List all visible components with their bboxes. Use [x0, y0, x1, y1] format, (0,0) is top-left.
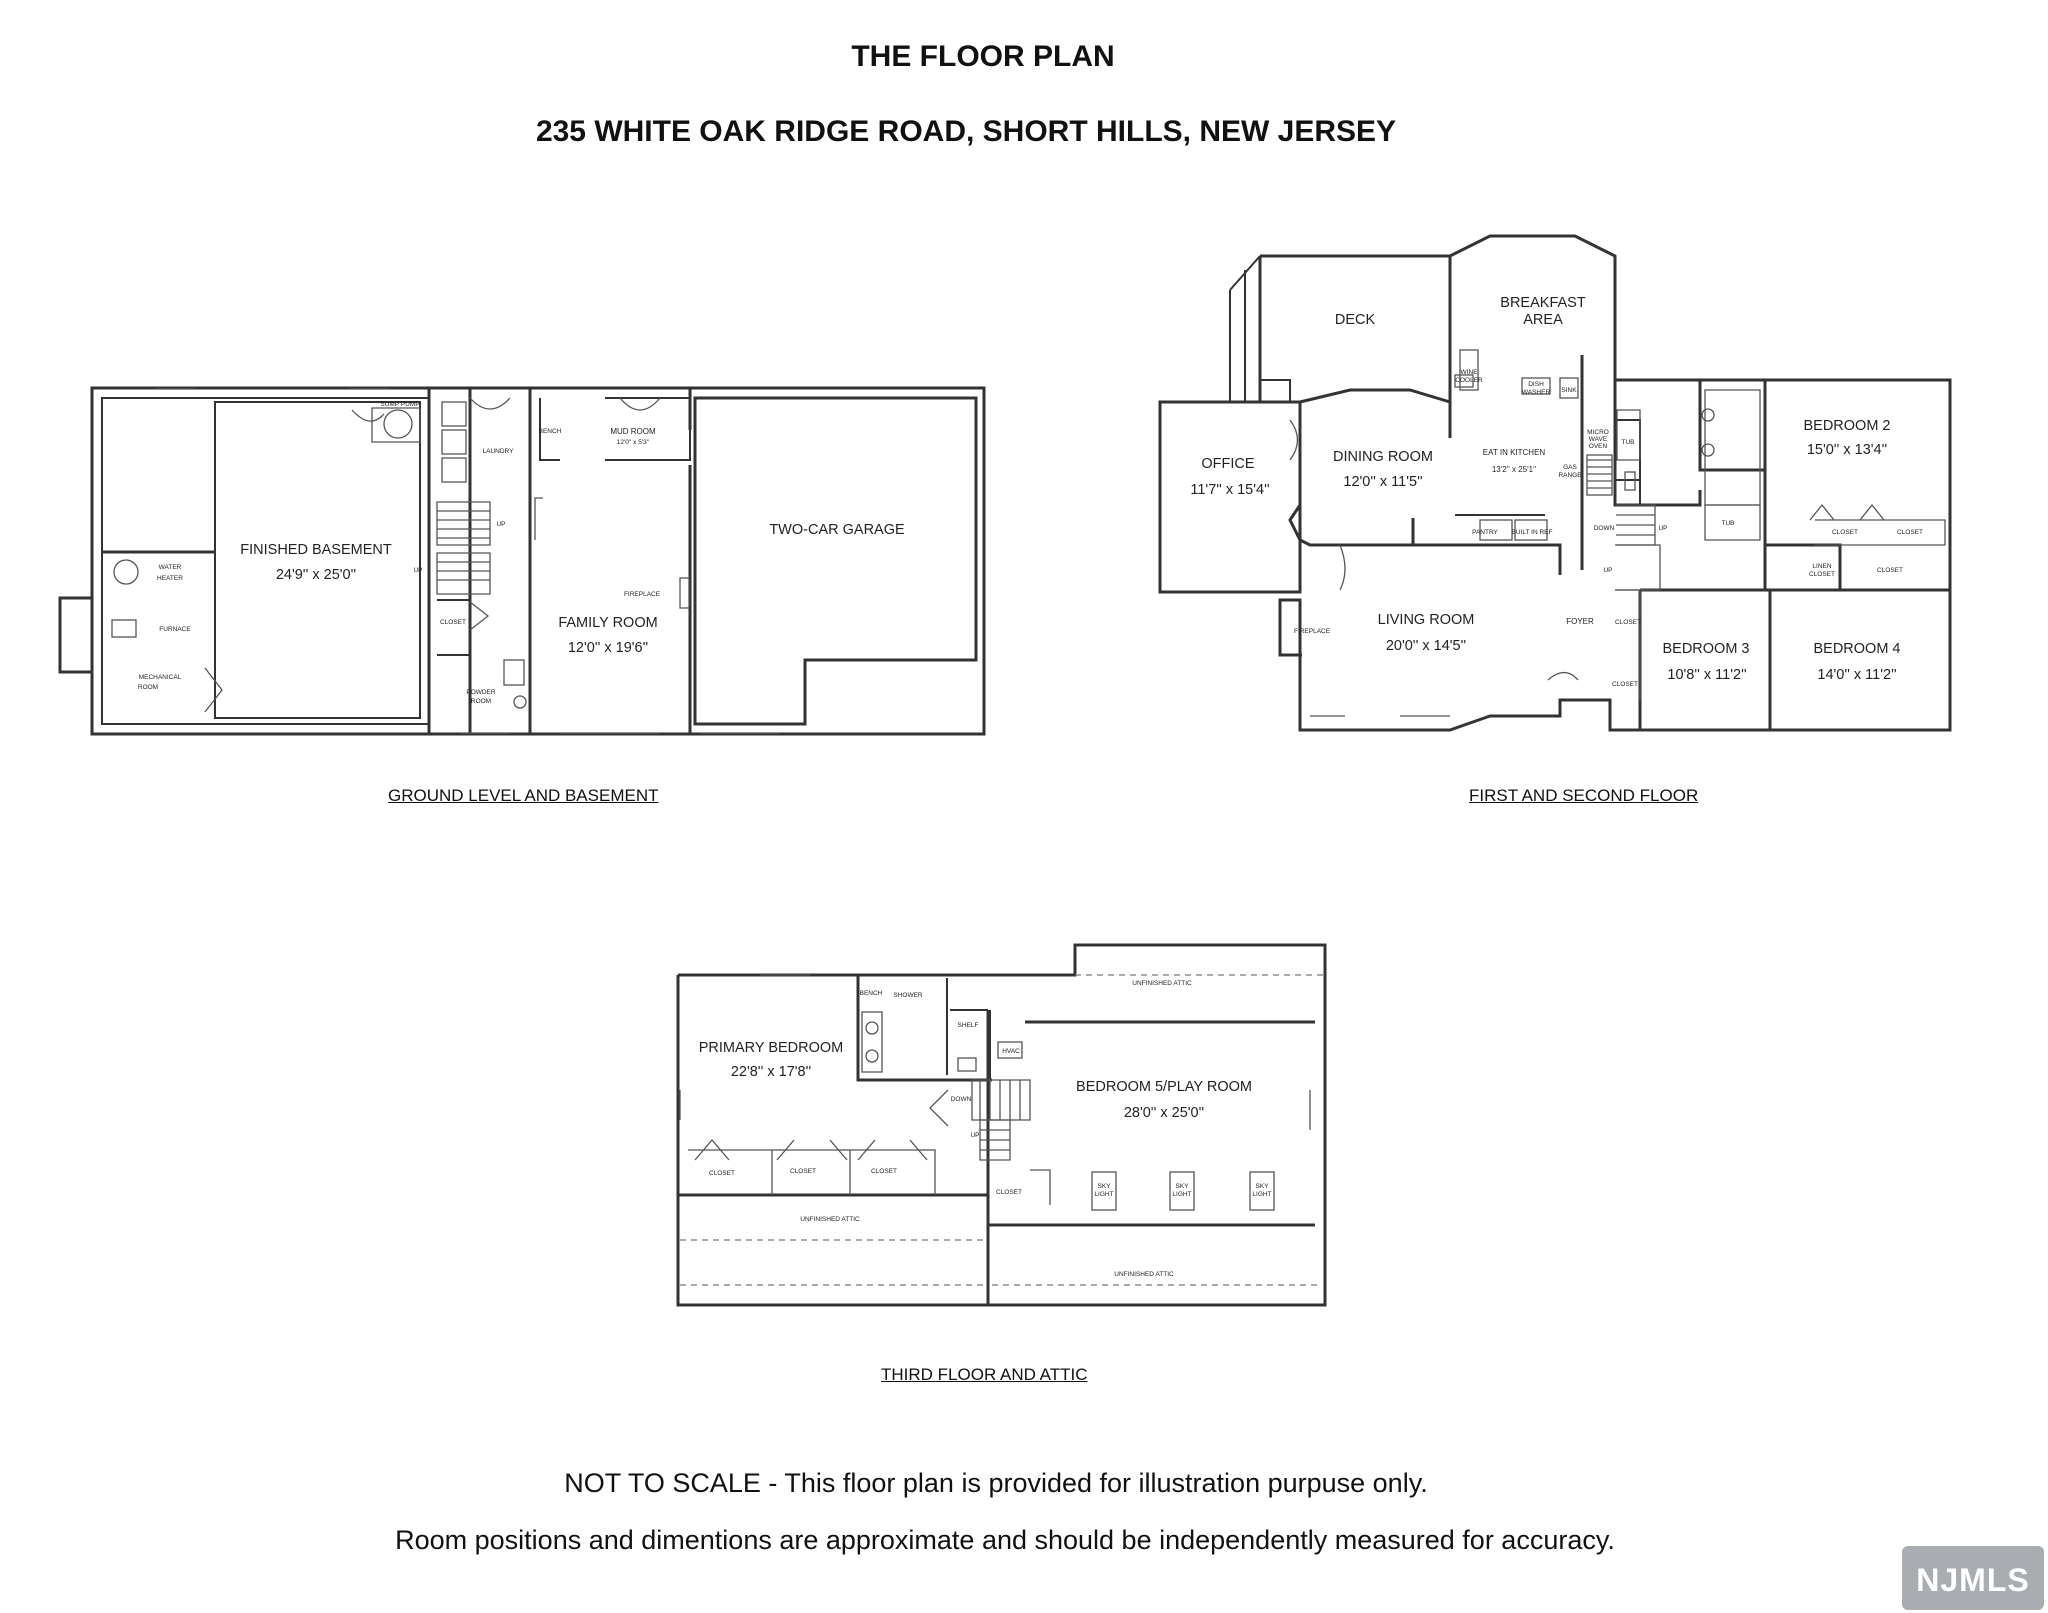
- logo-text: NJMLS: [1916, 1562, 2030, 1598]
- disclaimer-line-2: Room positions and dimentions are approximate and should be independently measured for accuracy.: [395, 1525, 1615, 1555]
- first-stair-down: DOWN: [1593, 525, 1615, 532]
- skylight-3-label-2: LIGHT: [1252, 1191, 1272, 1198]
- ground-fireplace-label: FIREPLACE: [623, 591, 661, 598]
- foyer-label: FOYER: [1566, 617, 1594, 626]
- kitchen-label: EAT IN KITCHEN: [1482, 448, 1546, 457]
- bedroom4-closet: CLOSET: [1876, 567, 1904, 574]
- ground-stair-up-1: UP: [496, 521, 506, 528]
- skylight-3-label-1: SKY: [1255, 1183, 1269, 1190]
- property-address: 235 WHITE OAK RIDGE ROAD, SHORT HILLS, NEW JERSEY: [535, 115, 1397, 148]
- primary-bedroom-label: PRIMARY BEDROOM: [698, 1040, 844, 1056]
- dining-room-label: DINING ROOM: [1333, 449, 1433, 465]
- deck-label: DECK: [1334, 312, 1376, 328]
- dishwasher-label-2: WASHER: [1521, 389, 1551, 396]
- bedroom-3-dim: 10'8'' x 11'2'': [1667, 667, 1747, 683]
- primary-closet-2: CLOSET: [789, 1168, 817, 1175]
- wine-cooler-label-1: WINE: [1460, 369, 1478, 376]
- primary-closet-1: CLOSET: [708, 1170, 736, 1177]
- hvac-label: HVAC: [1002, 1048, 1020, 1055]
- bedroom-5-label: BEDROOM 5/PLAY ROOM: [1076, 1079, 1252, 1095]
- office-dim: 11'7'' x 15'4'': [1190, 482, 1270, 498]
- first-stair-up-2: UP: [1603, 567, 1613, 574]
- laundry-label: LAUNDRY: [482, 448, 514, 455]
- gas-range-label-1: GAS: [1563, 464, 1577, 471]
- water-heater-label-2: HEATER: [157, 575, 183, 582]
- finished-basement-dim: 24'9'' x 25'0'': [275, 567, 357, 583]
- disclaimer-line-1: NOT TO SCALE - This floor plan is provided for illustration purpuse only.: [564, 1468, 1428, 1498]
- bedroom-3-label: BEDROOM 3: [1662, 641, 1750, 657]
- bedroom-2-dim: 15'0'' x 13'4'': [1806, 442, 1888, 458]
- first-second-floor-plan: [1160, 236, 1950, 730]
- bedroom2-closet-1: CLOSET: [1831, 529, 1859, 536]
- sump-pump-label: SUMP PUMP: [380, 401, 420, 408]
- mud-room-dim: 12'0'' x 5'3'': [616, 439, 650, 446]
- third-bench-label: BENCH: [859, 990, 883, 997]
- family-room-dim: 12'0'' x 19'6'': [567, 640, 649, 656]
- first-second-floor-caption: FIRST AND SECOND FLOOR: [1469, 786, 1699, 805]
- gas-range-label-2: RANGE: [1558, 472, 1582, 479]
- shower-label: SHOWER: [893, 992, 923, 999]
- skylight-1-label-1: SKY: [1097, 1183, 1111, 1190]
- attic-label-right: UNFINISHED ATTIC: [1114, 1271, 1174, 1278]
- bedroom-4-dim: 14'0'' x 11'2'': [1817, 667, 1897, 683]
- bench-label: BENCH: [538, 428, 562, 435]
- built-in-ref-label: BUILT IN REF: [1511, 529, 1553, 536]
- bedroom-5-dim: 28'0'' x 25'0'': [1123, 1105, 1205, 1121]
- primary-closet-3: CLOSET: [870, 1168, 898, 1175]
- living-room-dim: 20'0'' x 14'5'': [1385, 638, 1467, 654]
- garage-label: TWO-CAR GARAGE: [769, 522, 905, 538]
- bedroom2-closet-2: CLOSET: [1896, 529, 1924, 536]
- first-fireplace-label: FIREPLACE: [1293, 628, 1331, 635]
- third-stair-down: DOWN: [950, 1096, 972, 1103]
- shelf-label: SHELF: [957, 1022, 979, 1029]
- wine-cooler-label-2: COOLER: [1455, 377, 1483, 384]
- tub-label-1: TUB: [1621, 439, 1635, 446]
- skylight-2-label-2: LIGHT: [1172, 1191, 1192, 1198]
- primary-bedroom-dim: 22'8'' x 17'8'': [730, 1064, 812, 1080]
- dining-room-dim: 12'0'' x 11'5'': [1343, 474, 1423, 490]
- ground-closet-label: CLOSET: [439, 619, 467, 626]
- ground-stair-up-2: UP: [413, 567, 423, 574]
- ground-level-plan: [60, 388, 984, 734]
- page-title: THE FLOOR PLAN: [851, 40, 1115, 73]
- office-label: OFFICE: [1201, 456, 1255, 472]
- kitchen-dim: 13'2'' x 25'1'': [1491, 465, 1537, 474]
- attic-label-left: UNFINISHED ATTIC: [800, 1216, 860, 1223]
- sink-label: SINK: [1561, 387, 1577, 394]
- linen-closet-label-1: LINEN: [1812, 563, 1832, 570]
- family-room-label: FAMILY ROOM: [558, 615, 658, 631]
- third-floor-caption: THIRD FLOOR AND ATTIC: [881, 1365, 1088, 1384]
- furnace-label: FURNACE: [159, 626, 191, 633]
- breakfast-area-label-2: AREA: [1523, 312, 1563, 328]
- third-floor-plan: [678, 945, 1325, 1305]
- powder-room-label-1: POWDER: [466, 689, 496, 696]
- skylight-1-label-2: LIGHT: [1094, 1191, 1114, 1198]
- pantry-label: PANTRY: [1472, 529, 1498, 536]
- mud-room-label: MUD ROOM: [610, 427, 656, 436]
- mechanical-room-label-2: ROOM: [137, 684, 159, 691]
- microwave-label-1: MICRO: [1587, 429, 1609, 436]
- living-room-label: LIVING ROOM: [1377, 612, 1475, 628]
- breakfast-area-label-1: BREAKFAST: [1500, 295, 1586, 311]
- finished-basement-label: FINISHED BASEMENT: [240, 542, 392, 558]
- first-stair-up: UP: [1658, 525, 1668, 532]
- dishwasher-label-1: DISH: [1528, 381, 1544, 388]
- water-heater-label-1: WATER: [158, 564, 182, 571]
- bedroom-4-label: BEDROOM 4: [1813, 641, 1901, 657]
- ground-level-caption: GROUND LEVEL AND BASEMENT: [388, 786, 659, 805]
- tub-label-2: TUB: [1721, 520, 1735, 527]
- third-stair-up: UP: [970, 1132, 980, 1139]
- microwave-label-2: WAVE: [1588, 436, 1608, 443]
- njmls-logo: [1902, 1546, 2044, 1610]
- microwave-label-3: OVEN: [1588, 443, 1608, 450]
- powder-room-label-2: ROOM: [470, 698, 492, 705]
- bedroom3-closet-2: CLOSET: [1611, 681, 1639, 688]
- skylight-2-label-1: SKY: [1175, 1183, 1189, 1190]
- attic-label-top: UNFINISHED ATTIC: [1132, 980, 1192, 987]
- bedroom-2-label: BEDROOM 2: [1803, 418, 1891, 434]
- bedroom5-closet: CLOSET: [995, 1189, 1023, 1196]
- mechanical-room-label-1: MECHANICAL: [138, 674, 182, 681]
- bedroom3-closet-1: CLOSET: [1614, 619, 1642, 626]
- linen-closet-label-2: CLOSET: [1808, 571, 1836, 578]
